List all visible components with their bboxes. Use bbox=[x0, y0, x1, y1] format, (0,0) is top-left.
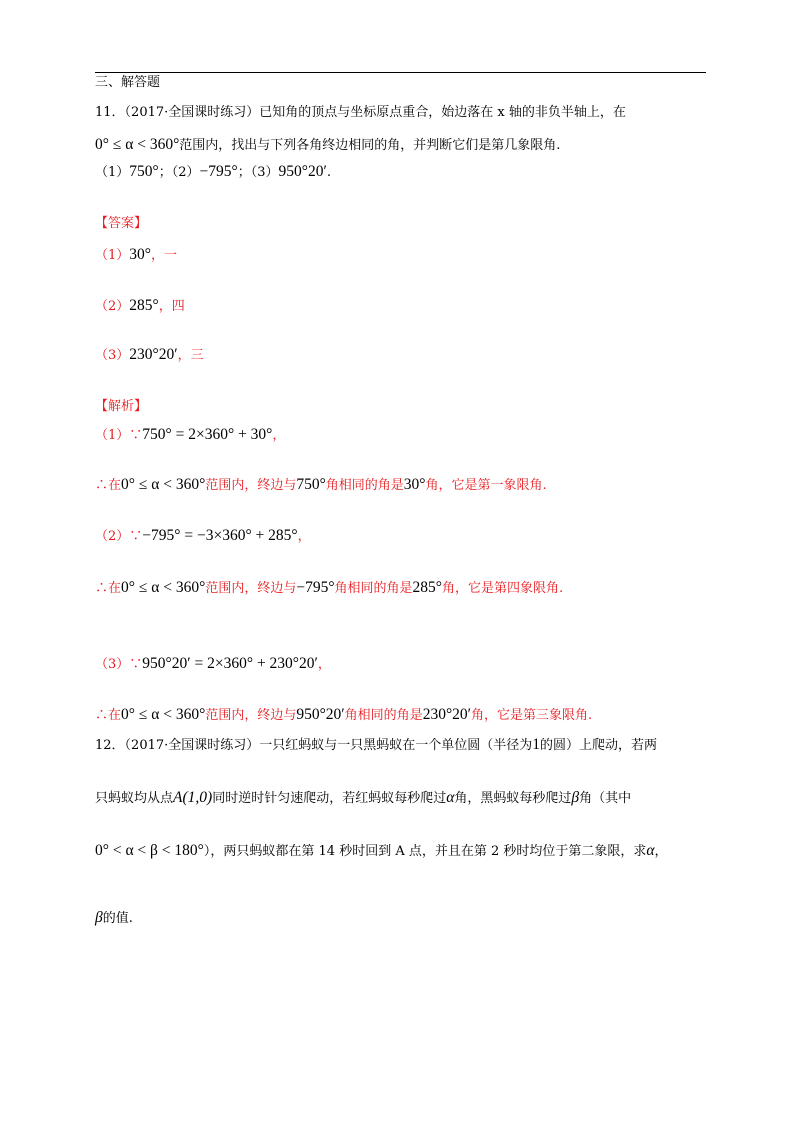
analysis-part-2-equation bbox=[95, 527, 311, 546]
answer-item-label: （3） bbox=[95, 348, 130, 363]
analysis-range: 0° ≤ α < 360° bbox=[121, 476, 206, 493]
therefore-symbol: ∴ bbox=[95, 478, 109, 493]
q11-range: 0° ≤ α < 360° bbox=[95, 136, 180, 153]
q12-line-1 bbox=[95, 736, 657, 755]
q12-text: 的圆）上爬动，若两 bbox=[540, 738, 658, 753]
analysis-angle: −795° bbox=[296, 579, 335, 596]
analysis-text: 在 bbox=[108, 478, 122, 493]
q12-text: 一只红蚂蚁与一只黑蚂蚁在一个单位圆（半径为 bbox=[259, 738, 533, 753]
section-title-text: 三、解答题 bbox=[95, 75, 161, 90]
analysis-heading-text: 【解析】 bbox=[95, 399, 148, 414]
analysis-text: 角，它是第四象限角. bbox=[442, 581, 564, 596]
q12-line-4 bbox=[95, 909, 133, 928]
header-rule bbox=[95, 72, 706, 73]
answer-item-label: （2） bbox=[95, 299, 130, 314]
analysis-angle: 950°20′ bbox=[296, 706, 345, 723]
q12-beta: β bbox=[571, 789, 580, 806]
section-title bbox=[95, 74, 160, 92]
q12-text: 的值. bbox=[102, 911, 133, 926]
analysis-equation: −795° = −3×360° + 285° bbox=[142, 527, 298, 544]
q11-item-label: （1） bbox=[95, 165, 130, 180]
answer-item-1 bbox=[95, 246, 177, 265]
because-symbol: ∵ bbox=[129, 657, 143, 672]
analysis-text: 角，它是第三象限角. bbox=[471, 708, 593, 723]
analysis-result: 30° bbox=[403, 476, 426, 493]
answer-item-value: 30° bbox=[129, 246, 151, 263]
q12-number: 12． bbox=[95, 738, 125, 753]
q12-source: （2017·全国课时练习） bbox=[124, 738, 260, 753]
analysis-range: 0° ≤ α < 360° bbox=[121, 706, 206, 723]
analysis-equation: 750° = 2×360° + 30° bbox=[142, 426, 273, 443]
q11-intro: 已知角的顶点与坐标原点重合，始边落在 x 轴的非负半轴上，在 bbox=[259, 105, 626, 120]
q11-item-value: 750° bbox=[129, 163, 159, 180]
answer-item-value: 285° bbox=[129, 297, 159, 314]
q12-line-3 bbox=[95, 842, 668, 861]
analysis-text: 在 bbox=[108, 708, 122, 723]
because-symbol: ∵ bbox=[129, 428, 143, 443]
q12-alpha: α bbox=[646, 842, 655, 859]
analysis-equation: 950°20′ = 2×360° + 230°20′ bbox=[142, 655, 318, 672]
analysis-angle: 750° bbox=[296, 476, 326, 493]
analysis-part-3-equation bbox=[95, 655, 331, 674]
analysis-part-label: （2） bbox=[95, 529, 130, 544]
therefore-symbol: ∴ bbox=[95, 708, 109, 723]
answer-item-label: （1） bbox=[95, 248, 130, 263]
q11-line-1 bbox=[95, 104, 626, 122]
q11-number: 11． bbox=[95, 105, 125, 120]
analysis-text: 范围内，终边与 bbox=[205, 708, 297, 723]
q11-line-2 bbox=[95, 136, 560, 155]
q12-beta: β bbox=[95, 909, 103, 926]
therefore-symbol: ∴ bbox=[95, 581, 109, 596]
q12-text: 只蚂蚁均从点 bbox=[95, 791, 174, 806]
because-symbol: ∵ bbox=[129, 529, 143, 544]
analysis-text: 角相同的角是 bbox=[325, 478, 404, 493]
answer-item-value: 230°20′ bbox=[129, 346, 178, 363]
analysis-heading bbox=[95, 398, 147, 416]
q12-radius: 1 bbox=[532, 736, 541, 753]
q12-text: 同时逆时针匀速爬动，若红蚂蚁每秒爬过 bbox=[212, 791, 447, 806]
q12-condition: 0° < α < β < 180° bbox=[95, 842, 204, 859]
answer-heading-text: 【答案】 bbox=[95, 216, 148, 231]
q11-source: （2017·全国课时练习） bbox=[124, 105, 260, 120]
analysis-text: 角，它是第一象限角. bbox=[425, 478, 547, 493]
q11-item-sep: ； bbox=[237, 165, 251, 180]
q12-text: ），两只蚂蚁都在第 14 秒时回到 A 点，并且在第 2 秒时均位于第二象限，求 bbox=[203, 844, 647, 859]
q12-text: ， bbox=[654, 844, 668, 859]
analysis-text: 角相同的角是 bbox=[334, 581, 413, 596]
q12-point: A(1,0) bbox=[173, 789, 213, 806]
q12-line-2 bbox=[95, 789, 631, 808]
analysis-part-1-conclusion bbox=[95, 476, 547, 495]
q12-text: 角（其中 bbox=[579, 791, 632, 806]
analysis-part-3-conclusion bbox=[95, 706, 592, 725]
answer-item-quadrant: ，一 bbox=[150, 248, 177, 263]
analysis-part-label: （1） bbox=[95, 428, 130, 443]
q12-alpha: α bbox=[446, 789, 455, 806]
analysis-text: 角相同的角是 bbox=[344, 708, 423, 723]
analysis-comma: ， bbox=[272, 428, 286, 443]
analysis-range: 0° ≤ α < 360° bbox=[121, 579, 206, 596]
analysis-result: 230°20′ bbox=[422, 706, 472, 723]
analysis-text: 范围内，终边与 bbox=[205, 478, 297, 493]
answer-item-quadrant: ，三 bbox=[177, 348, 204, 363]
analysis-part-label: （3） bbox=[95, 657, 130, 672]
answer-heading bbox=[95, 215, 147, 233]
analysis-comma: ， bbox=[297, 529, 311, 544]
answer-item-quadrant: ，四 bbox=[158, 299, 185, 314]
analysis-comma: ， bbox=[317, 657, 331, 672]
answer-item-2 bbox=[95, 297, 185, 316]
q12-text: 角，黑蚂蚁每秒爬过 bbox=[454, 791, 572, 806]
q11-item-sep: . bbox=[326, 165, 332, 180]
analysis-text: 在 bbox=[108, 581, 122, 596]
analysis-part-2-conclusion bbox=[95, 579, 563, 598]
q11-item-value: −795° bbox=[199, 163, 238, 180]
q11-item-label: （2） bbox=[171, 165, 200, 180]
analysis-text: 范围内，终边与 bbox=[205, 581, 297, 596]
q11-items bbox=[95, 163, 331, 182]
q11-item-value: 950°20′ bbox=[278, 163, 327, 180]
q11-item-label: （3） bbox=[250, 165, 279, 180]
q11-task: 范围内，找出与下列各角终边相同的角，并判断它们是第几象限角. bbox=[179, 138, 561, 153]
answer-item-3 bbox=[95, 346, 204, 365]
analysis-part-1-equation bbox=[95, 426, 285, 445]
q11-item-sep: ； bbox=[158, 165, 172, 180]
analysis-result: 285° bbox=[412, 579, 442, 596]
